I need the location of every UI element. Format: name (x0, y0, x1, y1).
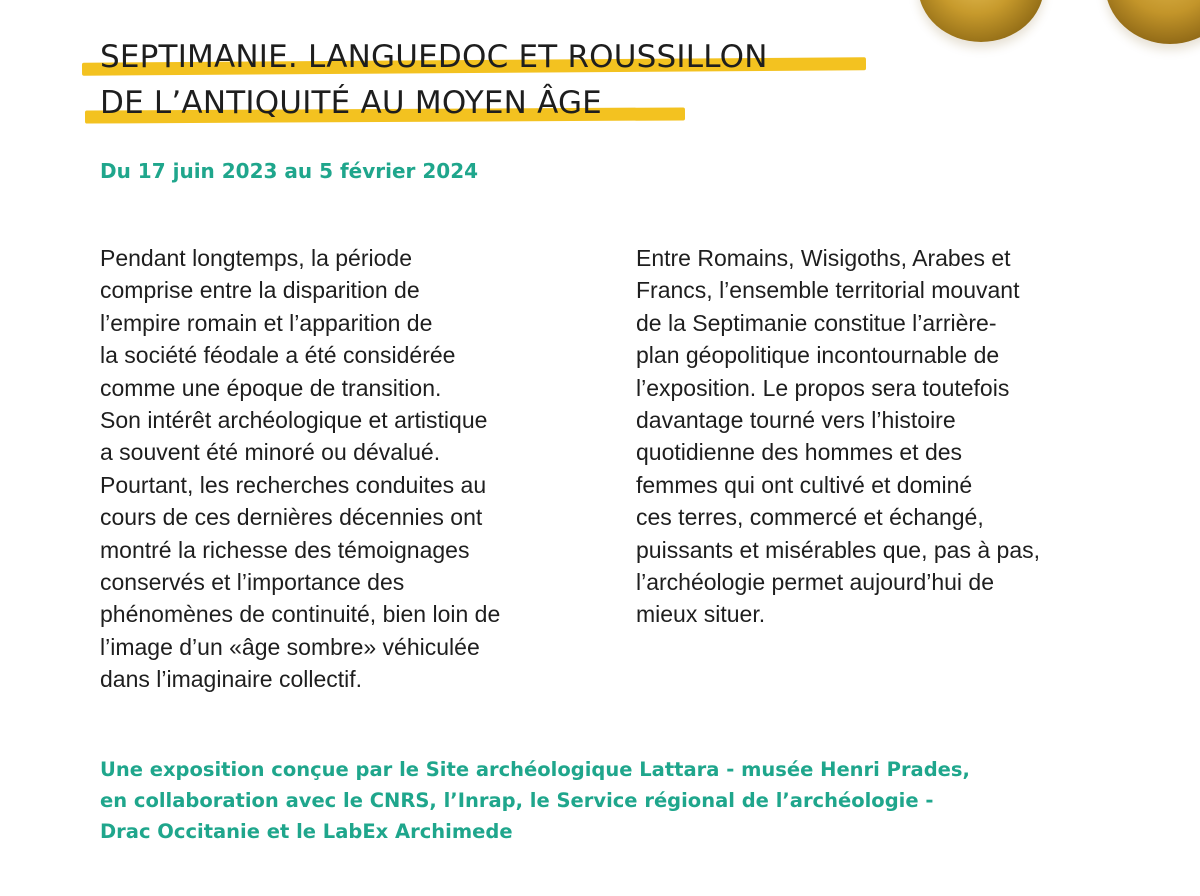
body-text-line: davantage tourné vers l’histoire (636, 407, 956, 434)
body-text-line: quotidienne des hommes et des (636, 439, 963, 466)
exhibition-credits (100, 754, 970, 847)
body-text-line: Entre Romains, Wisigoths, Arabes et (636, 245, 1011, 271)
exhibition-dates: Du 17 juin 2023 au 5 février 2024 (100, 159, 479, 183)
body-text-line: femmes qui ont cultivé et dominé (636, 471, 973, 498)
body-text-line: l’empire romain et l’apparition de (100, 309, 433, 336)
credits-line: Une exposition conçue par le Site archéologique Lattara - musée Henri Prades, (100, 758, 970, 781)
body-text-line: cours de ces dernières décennies ont (100, 504, 483, 531)
gold-coin-image (1105, 0, 1200, 44)
body-text-line: la société féodale a été considérée (100, 342, 456, 369)
body-text-line: a souvent été minoré ou dévalué. (100, 439, 441, 466)
body-text-line: de la Septimanie constitue l’arrière- (636, 309, 997, 336)
body-text-line: ces terres, commercé et échangé, (636, 504, 984, 531)
credits-line: en collaboration avec le CNRS, l’Inrap, le Service régional de l’archéologie - (100, 789, 934, 812)
body-text-line: Son intérêt archéologique et artistique (100, 407, 488, 434)
body-text-line: montré la richesse des témoignages (100, 536, 470, 563)
body-text-line: mieux situer. (636, 601, 766, 628)
body-text-line: comme une époque de transition. (100, 374, 442, 401)
exhibition-title-line-1: SEPTIMANIE. LANGUEDOC ET ROUSSILLON (100, 39, 768, 75)
body-text-line: plan géopolitique incontournable de (636, 342, 1000, 369)
body-text-line: conservés et l’importance des (100, 569, 405, 596)
body-text-line: dans l’imaginaire collectif. (100, 666, 363, 693)
credits-line: Drac Occitanie et le LabEx Archimede (100, 820, 513, 843)
exhibition-title-line-2: DE L’ANTIQUITÉ AU MOYEN ÂGE (100, 85, 602, 121)
body-text-line: Francs, l’ensemble territorial mouvant (636, 277, 1020, 304)
gold-coin-image (918, 0, 1044, 42)
intro-column-left (100, 242, 620, 696)
body-text-line: phénomènes de continuité, bien loin de (100, 601, 501, 628)
body-text-line: comprise entre la disparition de (100, 277, 420, 304)
body-text-line: Pourtant, les recherches conduites au (100, 471, 487, 498)
body-text-line: l’image d’un «âge sombre» véhiculée (100, 633, 480, 660)
body-text-line: l’archéologie permet aujourd’hui de (636, 569, 995, 596)
intro-column-right (636, 242, 1146, 631)
body-text-line: Pendant longtemps, la période (100, 245, 412, 271)
body-text-line: puissants et misérables que, pas à pas, (636, 536, 1041, 563)
body-text-line: l’exposition. Le propos sera toutefois (636, 374, 1010, 401)
